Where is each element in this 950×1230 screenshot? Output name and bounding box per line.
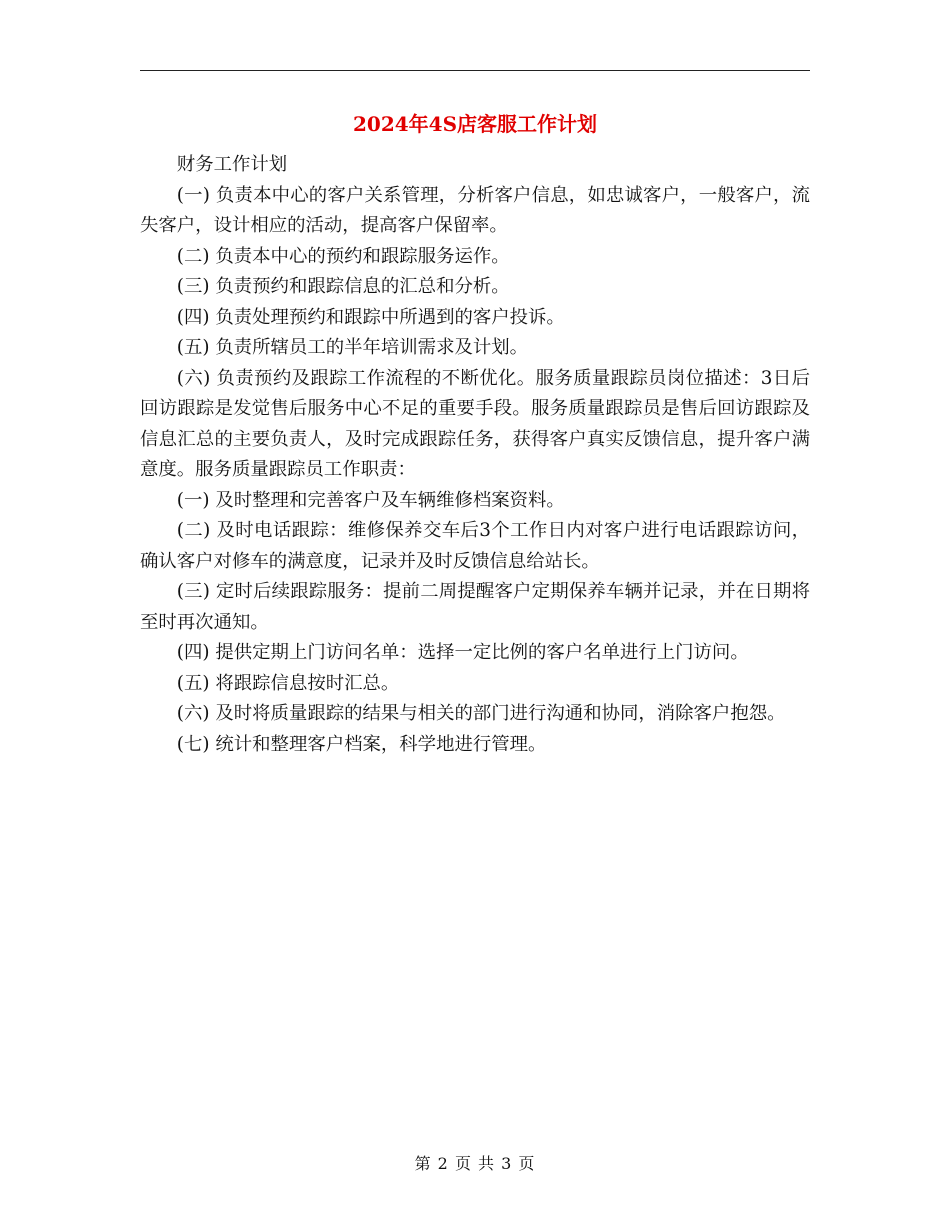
document-title: 2024年4S店客服工作计划 (352, 112, 598, 136)
paragraph-heading: 财务工作计划 (176, 154, 288, 175)
document-body (140, 150, 810, 760)
paragraph: (三) 负责预约和跟踪信息的汇总和分析。 (176, 276, 510, 297)
header-rule (140, 70, 810, 71)
paragraph: (二) 负责本中心的预约和跟踪服务运作。 (176, 245, 510, 267)
paragraph: (六) 负责预约及跟踪工作流程的不断优化。服务质量跟踪员岗位描述：3日后回访跟踪是发觉售后服务中心不足的重要手段。服务质量跟踪员是售后回访跟踪及信息汇总的主要负责人，及时完成跟踪任务，获得客户真实反馈信息，提升客户满意度。服务质量跟踪员工作职责： (140, 367, 810, 480)
paragraph: (四) 提供定期上门访问名单：选择一定比例的客户名单进行上门访问。 (176, 642, 749, 663)
paragraph: (一) 及时整理和完善客户及车辆维修档案资料。 (176, 489, 565, 511)
paragraph: (三) 定时后续跟踪服务：提前二周提醒客户定期保养车辆并记录，并在日期将至时再次通知。 (140, 581, 810, 633)
paragraph: (一) 负责本中心的客户关系管理，分析客户信息，如忠诚客户，一般客户，流失客户，设计相应的活动，提高客户保留率。 (140, 184, 810, 236)
paragraph: (二) 及时电话跟踪：维修保养交车后3个工作日内对客户进行电话跟踪访问，确认客户对修车的满意度，记录并及时反馈信息给站长。 (140, 520, 810, 572)
paragraph: (五) 负责所辖员工的半年培训需求及计划。 (176, 337, 529, 358)
paragraph: (六) 及时将质量跟踪的结果与相关的部门进行沟通和协同，消除客户抱怨。 (176, 703, 786, 724)
paragraph: (四) 负责处理预约和跟踪中所遇到的客户投诉。 (176, 306, 565, 328)
paragraph: (五) 将跟踪信息按时汇总。 (176, 672, 400, 694)
page-number: 第 2 页 共 3 页 (414, 1154, 536, 1173)
paragraph: (七) 统计和整理客户档案，科学地进行管理。 (176, 733, 547, 755)
